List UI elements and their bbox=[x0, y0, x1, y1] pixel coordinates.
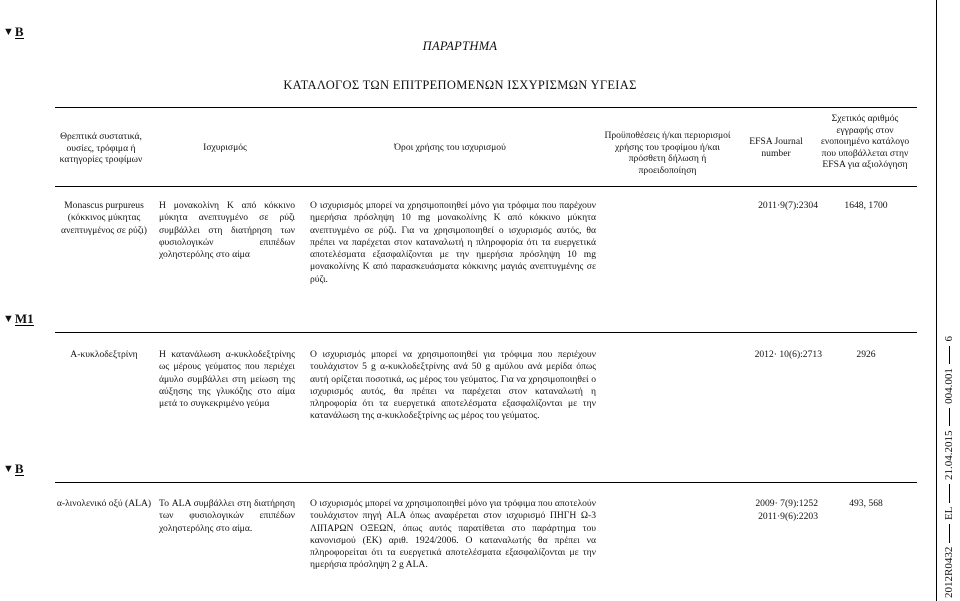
doc-code: 2012R0432 bbox=[943, 546, 955, 598]
amendment-marker-b-mid: ▼ B bbox=[3, 461, 24, 476]
amendment-marker-m1: ▼ M1 bbox=[3, 311, 34, 326]
row2-efsa: 2012· 10(6):2713 bbox=[754, 349, 822, 360]
annex-title: ΠΑΡΑΡΤΗΜΑ bbox=[422, 39, 498, 53]
row3-efsa-2: 2011·9(6):2203 bbox=[758, 511, 818, 522]
header-efsa: EFSA Journal number bbox=[749, 136, 803, 159]
row3-conditions: Ο ισχυρισμός μπορεί να χρησιμοποιηθεί μόνο για τρόφιμα που αποτελούν τουλάχιστον πηγή ALA όπως αναφέρεται στον ισχυρισμό ΠΗΓΗ Ω-3 ΛΙΠΑΡΩΝ ΟΞΕΩΝ, όπως αυτός παρατίθεται στο παράρτημα του κανονισμού (ΕΚ) αριθ. 1924/2006. Ο καταναλωτής θα πρέπει να πληροφορείται ότι τα ευεργετικά αποτελέσματα εξασφαλίζονται με την ημερήσια πρόσληψη 2 g ALA. bbox=[310, 498, 596, 571]
row3-nutrient: α-λινολενικό οξύ (ALA) bbox=[56, 498, 152, 509]
amendment-rule-b bbox=[55, 482, 917, 483]
right-margin-rule bbox=[936, 0, 937, 601]
row2-ref: 2926 bbox=[856, 349, 876, 360]
header-bottom-rule bbox=[55, 186, 917, 187]
amendment-marker-b-top: ▼ B bbox=[3, 24, 24, 39]
row2-claim: Η κατανάλωση α-κυκλοδεξτρίνης ως μέρους γεύματος που περιέχει άμυλο συμβάλλει στη μείωση της αύξησης της γλυκόζης στο αίμα μετά το συγκεκριμένο γεύμα bbox=[159, 349, 295, 410]
row3-claim: Το ALA συμβάλλει στη διατήρηση των φυσιολογικών επιπέδων χοληστερόλης στο αίμα. bbox=[159, 498, 295, 534]
doc-version: 004.001 bbox=[943, 368, 955, 404]
row2-conditions: Ο ισχυρισμός μπορεί να χρησιμοποιηθεί για τρόφιμα που περιέχουν τουλάχιστον 5 g α-κυκλοδεξτρίνης ανά 50 g αμύλου ανά μερίδα όπως αυτή ορίζεται ποσοτικά, ως μέρος του γεύματος. Για να χρησιμοποιηθεί ο ισχυρισμός αυτός, θα πρέπει να παρέχεται στον καταναλωτή η πληροφορία ότι τα ευεργετικά αποτελέσματα εξασφαλίζονται με την κατανάλωση της α-κυκλοδεξτρίνης ως μέρος του γεύματος. bbox=[310, 349, 596, 422]
triangle-icon: ▼ bbox=[3, 26, 14, 38]
row3-efsa-1: 2009· 7(9):1252 bbox=[755, 498, 818, 509]
row1-claim: Η μονακολίνη Κ από κόκκινο μύκητα ανεπτυγμένο σε ρύζι συμβάλλει στη διατήρηση των φυσιολογικών επιπέδων χοληστερόλης στο αίμα bbox=[159, 200, 295, 261]
row1-efsa: 2011·9(7):2304 bbox=[758, 200, 818, 211]
triangle-icon: ▼ bbox=[3, 463, 14, 475]
row1-nutrient: Monascus purpureus (κόκκινος μύκητας ανεπτυγμένος σε ρύζι) bbox=[61, 200, 147, 236]
doc-date: 21.04.2015 bbox=[943, 430, 955, 480]
row2-nutrient: Α-κυκλοδεξτρίνη bbox=[70, 349, 138, 360]
header-conditions: Όροι χρήσης του ισχυρισμού bbox=[394, 142, 506, 153]
header-ref: Σχετικός αριθμός εγγραφής στον ενοποιημένο κατάλογο που υποβάλλεται στην EFSA για αξιολόγηση bbox=[820, 113, 910, 170]
row1-ref: 1648, 1700 bbox=[844, 200, 888, 211]
header-claim: Ισχυρισμός bbox=[203, 142, 247, 153]
table-top-rule bbox=[55, 107, 917, 108]
triangle-icon: ▼ bbox=[3, 313, 14, 325]
header-restrictions: Προϋποθέσεις ή/και περιορισμοί χρήσης του τροφίμου ή/και πρόσθετη δήλωση ή προειδοποίηση bbox=[604, 130, 731, 176]
header-nutrient: Θρεπτικά συστατικά, ουσίες, τρόφιμα ή κατηγορίες τροφίμων bbox=[59, 131, 143, 165]
row3-ref: 493, 568 bbox=[849, 498, 883, 509]
main-title: ΚΑΤΑΛΟΓΟΣ ΤΩΝ ΕΠΙΤΡΕΠΟΜΕΝΩΝ ΙΣΧΥΡΙΣΜΩΝ ΥΓΕΙΑΣ bbox=[283, 78, 637, 92]
amendment-rule-m1 bbox=[55, 332, 917, 333]
page-number: 6 bbox=[943, 336, 955, 342]
doc-lang: EL bbox=[943, 506, 955, 521]
row1-conditions: Ο ισχυρισμός μπορεί να χρησιμοποιηθεί μόνο για τρόφιμα που παρέχουν ημερήσια πρόσληψη 10 mg μονακολίνης Κ από κόκκινο μύκητα ανεπτυγμένο σε ρύζι. Για να χρησιμοποιηθεί ο ισχυρισμός αυτός, θα πρέπει να παρέχεται στον καταναλωτή η πληροφορία ότι τα ευεργετικά αποτελέσματα εξασφαλίζονται με την ημερήσια πρόσληψη 10 mg μονακολίνης Κ από παρασκευάσματα κόκκινης μαγιάς ανεπτυγμένης σε ρύζι. bbox=[310, 200, 596, 285]
document-identifier bbox=[941, 336, 957, 598]
